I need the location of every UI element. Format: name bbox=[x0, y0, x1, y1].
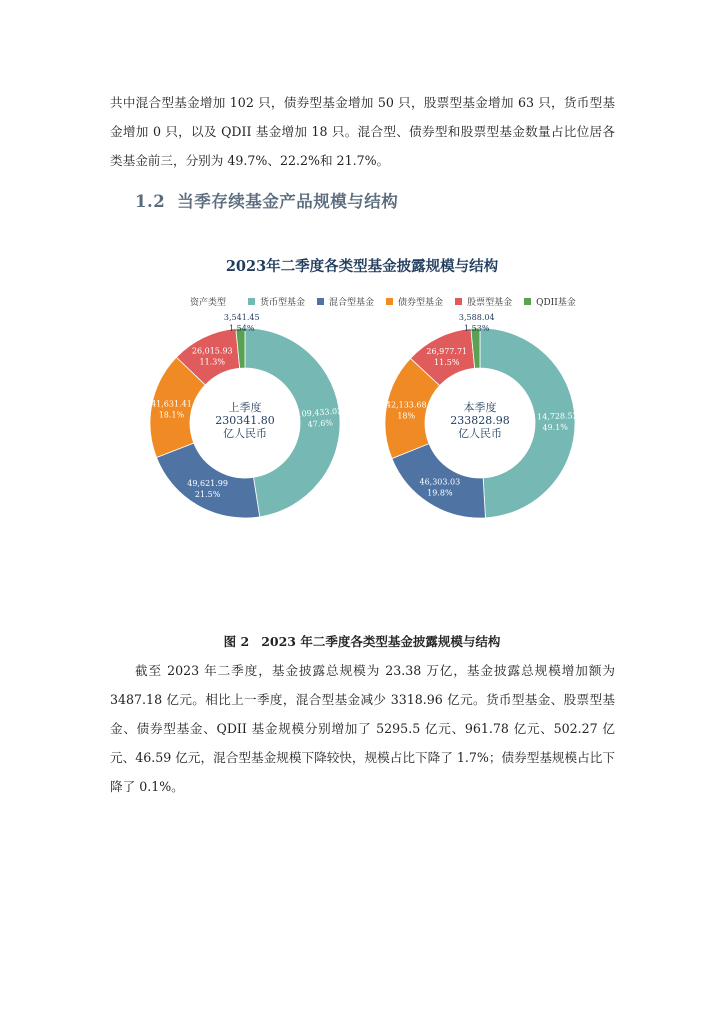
legend-title: 资产类型 bbox=[190, 298, 227, 308]
donut2-value-label-mixed: 46,303.03 bbox=[419, 477, 461, 487]
figure-number: 图 2 bbox=[223, 634, 250, 649]
figure-title: 2023 年二季度各类型基金披露规模与结构 bbox=[261, 634, 501, 649]
section-number: 1.2 bbox=[135, 192, 166, 211]
donut1-percent-label-money: 47.6% bbox=[307, 418, 334, 430]
donut1-value-label-qdii: 3,541.45 bbox=[223, 313, 260, 323]
donut2-center-line-2: 233828.98 bbox=[450, 414, 510, 427]
legend-label: 债券型基金 bbox=[398, 298, 444, 308]
donut2-percent-label-mixed: 19.8% bbox=[427, 488, 453, 498]
legend-label: 货币型基金 bbox=[260, 298, 306, 308]
intro-paragraph: 共中混合型基金增加 102 只，债券型基金增加 50 只，股票型基金增加 63 只，货币型基金增加 0 只，以及 QDII 基金增加 18 只。混合型、债券型和股票型基金数量占比位居各类基金前三，分别为 49.7%、22.2%和 21.7%。 bbox=[110, 95, 615, 168]
donut1-value-label-stock: 26,015.93 bbox=[191, 346, 233, 356]
donut2-value-label-money: 114,728.52 bbox=[531, 411, 578, 422]
donut1-percent-label-bond: 18.1% bbox=[158, 410, 185, 420]
legend-label: 混合型基金 bbox=[329, 298, 375, 308]
donut2-percent-label-stock: 11.5% bbox=[434, 357, 460, 367]
donut1-value-label-mixed: 49,621.99 bbox=[187, 479, 228, 489]
summary-paragraph: 截至 2023 年二季度，基金披露总规模为 23.38 万亿，基金披露总规模增加额为 3487.18 亿元。相比上一季度，混合型基金减少 3318.96 亿元。货币型基金、股票型基金、债券型基金、QDII 基金规模分别增加了 5295.5 亿元、961.78 亿元、502.27 亿元、46.59 亿元，混合型基金规模下降较快，规模占比下降了 1.7%；债券型基规模占比下降了 0.1%。 bbox=[110, 663, 615, 794]
donut2-value-label-bond: 42,133.68 bbox=[385, 400, 427, 410]
donut2-percent-label-money: 49.1% bbox=[542, 422, 568, 433]
donut2-value-label-qdii: 3,588.04 bbox=[458, 313, 495, 323]
donut1-center-line-1: 上季度 bbox=[228, 401, 262, 414]
chart-title: 2023年二季度各类型基金披露规模与结构 bbox=[225, 258, 499, 275]
donut2-center-line-1: 本季度 bbox=[463, 401, 497, 414]
section-title: 当季存续基金产品规模与结构 bbox=[177, 192, 399, 211]
donut1-percent-label-mixed: 21.5% bbox=[194, 490, 221, 500]
donut1-value-label-bond: 41,631.41 bbox=[151, 399, 192, 409]
donut1-center-line-2: 230341.80 bbox=[215, 414, 275, 427]
donut2-center-line-3: 亿人民币 bbox=[458, 427, 502, 440]
figure-caption bbox=[0, 632, 724, 650]
donut2-percent-label-bond: 18% bbox=[397, 411, 416, 421]
legend-label: QDII基金 bbox=[536, 298, 576, 308]
donut1-percent-label-stock: 11.3% bbox=[199, 357, 225, 367]
donut1-value-label-money: 109,433.02 bbox=[296, 406, 343, 419]
donut2-value-label-stock: 26,977.71 bbox=[426, 346, 468, 356]
donut1-percent-label-qdii: 1.54% bbox=[229, 324, 255, 334]
donut2-percent-label-qdii: 1.53% bbox=[464, 324, 490, 334]
donut1-center-line-3: 亿人民币 bbox=[223, 427, 267, 440]
legend-label: 股票型基金 bbox=[467, 298, 513, 308]
